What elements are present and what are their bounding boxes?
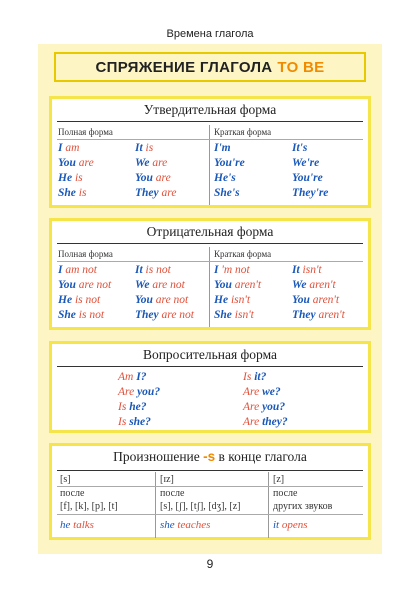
text-fragment: She's (214, 187, 240, 199)
question (118, 386, 160, 398)
cell (292, 172, 323, 184)
text-fragment: 'm not (221, 264, 250, 276)
question (118, 416, 151, 428)
text-fragment: aren't (309, 279, 336, 291)
text-fragment: It (135, 264, 143, 276)
affirmative-title: Утвердительная форма (143, 102, 277, 117)
text-fragment: are not (155, 294, 189, 306)
divider (57, 121, 363, 122)
cell (292, 142, 307, 154)
text-fragment: I (58, 264, 63, 276)
text-fragment: is not (145, 264, 171, 276)
text-fragment: They (135, 187, 159, 199)
text-fragment: I (58, 142, 63, 154)
text-fragment: are (78, 157, 94, 169)
cell (214, 172, 236, 184)
text-fragment: He (58, 172, 73, 184)
cell (135, 172, 171, 184)
text-fragment: are (152, 157, 168, 169)
text-fragment: is not (78, 309, 105, 321)
question (118, 401, 146, 413)
text-fragment: I'm (214, 142, 231, 154)
cell (135, 309, 194, 321)
after-label: после (273, 488, 298, 499)
cell (135, 187, 176, 199)
text-fragment: You're (292, 172, 323, 184)
cell (292, 294, 339, 306)
cell (292, 279, 336, 291)
running-header: Времена глагола (166, 28, 254, 40)
text-fragment: Is (243, 371, 252, 383)
text-fragment: We (292, 279, 307, 291)
cell (58, 279, 111, 291)
text-fragment: is (74, 172, 83, 184)
cell (214, 187, 240, 199)
divider (57, 139, 363, 140)
col-full-label: Полная форма (58, 127, 113, 137)
text-fragment: They (135, 309, 159, 321)
cell (292, 264, 322, 276)
text-fragment: Am (118, 371, 134, 383)
text-fragment: Are (243, 401, 260, 413)
sounds-list: [s], [ʃ], [tʃ], [dʒ], [z] (160, 501, 241, 512)
interrogative-panel (49, 341, 371, 433)
example (273, 519, 308, 531)
text-fragment: it (273, 519, 280, 531)
example (160, 519, 210, 531)
question (118, 371, 146, 383)
cell (214, 142, 231, 154)
sound-label: [z] (273, 474, 285, 485)
text-fragment: it? (254, 371, 267, 383)
text-fragment: isn't (230, 294, 251, 306)
text-fragment: You're (214, 157, 245, 169)
text-fragment: We're (292, 157, 320, 169)
negative-title: Отрицательная форма (146, 224, 274, 239)
text-fragment: he (60, 519, 71, 531)
text-fragment: she (160, 519, 175, 531)
text-fragment: aren't (312, 294, 340, 306)
cell (135, 294, 188, 306)
divider (57, 243, 363, 244)
text-fragment: are not (78, 279, 112, 291)
cell (214, 264, 250, 276)
col-short-label: Краткая форма (214, 127, 272, 137)
sounds-list: [f], [k], [p], [t] (60, 501, 118, 512)
text-fragment: is (145, 142, 154, 154)
divider (57, 470, 363, 471)
text-fragment: -s (203, 449, 216, 464)
text-fragment: She (58, 309, 76, 321)
text-fragment: are (161, 187, 177, 199)
text-fragment: She (214, 309, 232, 321)
text-fragment: are (155, 172, 171, 184)
text-fragment: we? (262, 386, 281, 398)
text-fragment: She (58, 187, 76, 199)
text-fragment: Are (243, 416, 260, 428)
divider (57, 486, 363, 487)
divider (57, 366, 363, 367)
cell (58, 142, 79, 154)
title-accent: TO BE (277, 59, 325, 76)
title-main: СПРЯЖЕНИЕ ГЛАГОЛА (95, 59, 273, 76)
text-fragment: Произношение (113, 449, 200, 464)
text-fragment: is not (74, 294, 101, 306)
cell (58, 264, 97, 276)
text-fragment: isn't (234, 309, 254, 321)
divider (57, 261, 363, 262)
example (60, 519, 94, 531)
text-fragment: He (214, 294, 229, 306)
cell (214, 279, 261, 291)
cell (135, 157, 167, 169)
text-fragment: I? (136, 371, 147, 383)
sound-label: [ɪz] (160, 474, 174, 485)
text-fragment: he? (129, 401, 147, 413)
text-fragment: You (58, 157, 76, 169)
text-fragment: they? (262, 416, 288, 428)
cell (135, 279, 185, 291)
text-fragment: He's (214, 172, 236, 184)
text-fragment: am not (65, 264, 97, 276)
text-fragment: are not (161, 309, 194, 321)
text-fragment: We (135, 157, 150, 169)
divider (268, 472, 269, 538)
text-fragment: You (214, 279, 232, 291)
text-fragment: talks (73, 519, 94, 531)
question (243, 386, 281, 398)
text-fragment: are not (152, 279, 185, 291)
pronunciation-title (52, 446, 368, 468)
text-fragment: You (135, 294, 153, 306)
negative-panel (49, 218, 371, 330)
page-number: 9 (206, 557, 214, 571)
cell (58, 187, 86, 199)
text-fragment: aren't (318, 309, 345, 321)
text-fragment: It's (292, 142, 308, 154)
divider (209, 247, 210, 327)
text-fragment: she? (129, 416, 151, 428)
text-fragment: you? (137, 386, 161, 398)
cell (58, 294, 100, 306)
text-fragment: We (135, 279, 150, 291)
title-banner (54, 52, 366, 82)
text-fragment: He (58, 294, 73, 306)
after-label: после (160, 488, 185, 499)
text-fragment: is (78, 187, 87, 199)
text-fragment: It (135, 142, 143, 154)
text-fragment: Are (118, 386, 135, 398)
text-fragment: They (292, 309, 316, 321)
text-fragment: teaches (177, 519, 211, 531)
question (243, 416, 288, 428)
col-short-label: Краткая форма (214, 249, 272, 259)
cell (292, 187, 328, 199)
text-fragment: They're (292, 187, 329, 199)
text-fragment: Is (118, 416, 127, 428)
text-fragment: aren't (234, 279, 262, 291)
text-fragment: Is (118, 401, 127, 413)
text-fragment: It (292, 264, 300, 276)
text-fragment: в конце глагола (218, 449, 307, 464)
question (243, 401, 285, 413)
cell (58, 309, 104, 321)
text-fragment: Are (243, 386, 260, 398)
affirmative-panel (49, 96, 371, 208)
after-label: после (60, 488, 85, 499)
cell (214, 157, 245, 169)
question (243, 371, 266, 383)
text-fragment: I (214, 264, 219, 276)
text-fragment: isn't (302, 264, 322, 276)
pronunciation-panel (49, 443, 371, 540)
text-fragment: You (58, 279, 76, 291)
interrogative-title: Вопросительная форма (142, 347, 278, 362)
cell (292, 309, 345, 321)
cell (135, 264, 171, 276)
cell (214, 294, 250, 306)
cell (292, 157, 319, 169)
text-fragment: opens (281, 519, 308, 531)
cell (58, 172, 83, 184)
col-full-label: Полная форма (58, 249, 113, 259)
sounds-list: других звуков (273, 501, 333, 512)
cell (135, 142, 153, 154)
cell (214, 309, 254, 321)
text-fragment: You (135, 172, 153, 184)
divider (155, 472, 156, 538)
text-fragment: You (292, 294, 310, 306)
divider (209, 125, 210, 205)
text-fragment: you? (262, 401, 286, 413)
divider (57, 514, 363, 515)
cell (58, 157, 94, 169)
sound-label: [s] (60, 474, 71, 485)
text-fragment: am (65, 142, 80, 154)
